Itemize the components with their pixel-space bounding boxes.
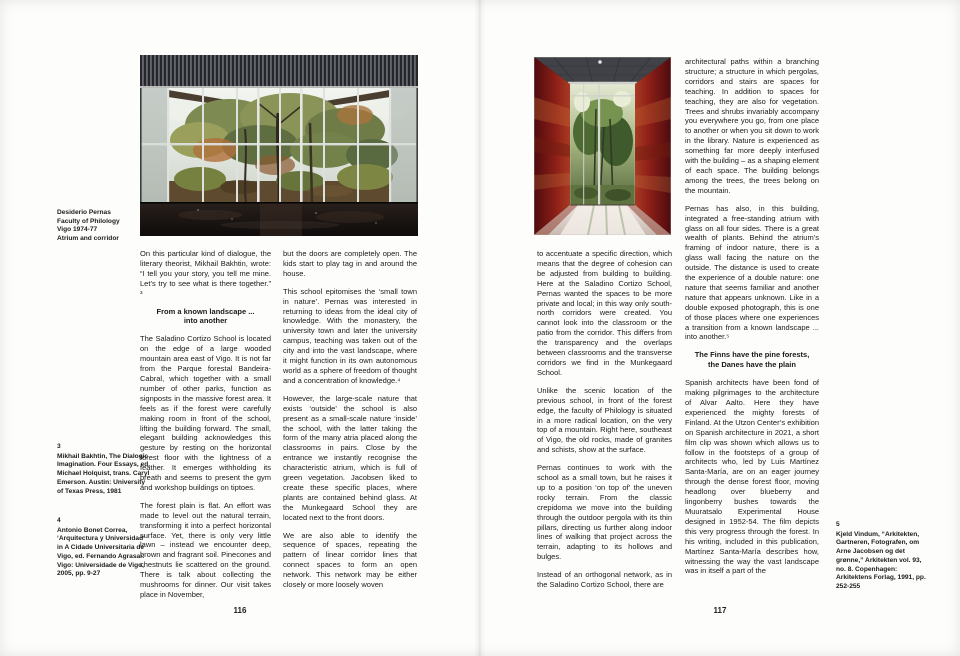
footnote-4 — [57, 517, 151, 579]
page-number-left: 116 — [233, 606, 247, 615]
caption-line: Atrium and corridor — [57, 235, 119, 243]
footnote-text: Mikhail Bakhtin, The Dialogic Imagination. Four Essays, ed. Michael Holquist, trans. Caryl Emerson. Austin: University of Texas Press, 1981 — [57, 452, 151, 495]
right-page-column-2 — [685, 57, 819, 584]
left-page-column-1 — [140, 249, 271, 608]
footnote-text: Kjeld Vindum, “Arkitekten, Gartneren, Fotografen, om Arne Jacobsen og det grønne,” Arkitekten vol. 93, no. 8. Copenhagen: Arkitektens Forlag, 1991, pp. 252-255 — [836, 530, 926, 590]
paragraph: However, the large-scale nature that exists ‘outside’ the school is also present as a small-scale nature ‘inside’ the school, with the latter taking the form of the many atria placed along the classrooms in pairs. Close by the entrance we instantly recognise the characteristic atrium, which is full of green vegetation. Jacobsen liked to create these specific places, where plants are contained behind glass. At the Munkegaard School they are located next to the front doors. — [283, 393, 417, 522]
paragraph: Spanish architects have been fond of making pilgrimages to the architecture of Alvar Aalto. Here they have experienced the mighty forests of Finland. At the Utzon Center’s exhibition on Spanish architecture in 2021, a short film clip was shown which allows us to follow in the footsteps of a group of architects who, led by Luis Martínez Santa-María, are on an eager journey through the dense forest floor, moving headlong over blueberry and lingonberry bushes towards the Muuratsalo Experimental House designed in 1952-54. The film depicts this very progress through the forest. In his writing, included in this publication, Martínez Santa-María describes how, witnessing the way the vast landscape was in itself a part of the — [685, 378, 819, 576]
footnote-text: Antonio Bonet Correa, ‘Arquitectura y Universidad’ in A Cidade Universitaria de Vigo, ed. Fernando Agrasar. Vigo: Universidade de Vigo, 2005, pp. 9-27 — [57, 526, 145, 578]
heading-line: The Finns have the pine forests, — [694, 350, 810, 360]
section-heading — [140, 307, 271, 327]
atrium-photo — [140, 55, 418, 236]
caption-line: Desiderio Pernas — [57, 209, 111, 216]
footnote-number: 5 — [836, 521, 840, 528]
heading-line: the Danes have the plain — [708, 360, 796, 370]
left-page-column-2 — [283, 249, 417, 598]
atrium-photo-graphic — [140, 55, 418, 236]
page-number-right: 117 — [713, 606, 727, 615]
footnote-5 — [836, 521, 926, 592]
figure-caption — [57, 209, 149, 244]
paragraph: Pernas has also, in this building, integrated a free-standing atrium with glass on all four sides. There is a great wealth of plants. Behind the atrium’s framing of indoor nature, there is a glass wall facing the nature on the outside. The distance is used to create the experience of a double nature: one nature that seems familiar and another nature that appears unknown. Like in a double exposed photograph, this is one of those places where one experiences a transition from a known landscape ... into another.⁵ — [685, 203, 819, 342]
caption-line: Faculty of Philology — [57, 217, 120, 225]
footnote-number: 3 — [57, 443, 61, 450]
caption-line: Vigo 1974-77 — [57, 226, 98, 234]
paragraph: but the doors are completely open. The kids start to play tag in and around the house. — [283, 249, 417, 278]
paragraph: This school epitomises the ‘small town in nature’. Pernas was interested in returning to ideas from the ideal city of knowledge. With the monastery, the university town and later the university campus, teaching was taken out of the city and into the vast landscape, where it might function in its own autonomous world as a sphere of freedom of thought and a concentration of knowledge.⁴ — [283, 286, 417, 385]
paragraph: We are also able to identify the sequence of spaces, repeating the pattern of linear corridor lines that connect spaces to form an open network. This network may be either closely or more loosely woven — [283, 530, 417, 590]
paragraph: architectural paths within a branching structure; a structure in which pergolas, corridors and stairs are spaces for teaching. In addition to spaces for teaching, they are also for vegetation. Trees and shrubs invariably accompany you everywhere you go, from one place to another or when you sit down to work in the library. Nature is experienced as something far more deeply interfused with the building – as a shaping element of each space. The building belongs among the trees, the trees belong on the mountain. — [685, 57, 819, 195]
right-page-column-1 — [537, 249, 672, 598]
paragraph: to accentuate a specific direction, which means that the degree of cohesion can be adjusted from building to building. Here at the Saladino Cortizo School, Pernas wanted the spaces to be more private and local; in this way only south-north corridors were created. You cannot look into the classroom or the patio from the corridor. This differs from the transparency and the overlaps between classrooms and the transverse corridors we find in the Munkegaard School. — [537, 249, 672, 377]
paragraph: The Saladino Cortizo School is located on the edge of a large wooded mountain area east of Vigo. It is not far from the Parque forestal Bandeira-Cabral, which together with a small number of other parks, function as signposts in the massive forest area. It feels as if the forest were carefully making room in front of the school, lifting the building forward. The small, elegant building acknowledges this gesture by resting on the horizontal forest floor with the lightness of a feather. It emerges withholding its breath and seems to present the gym and workshop buildings on tiptoes. — [140, 334, 271, 492]
heading-line: From a known landscape ... — [156, 306, 255, 316]
paragraph: Unlike the scenic location of the previous school, in front of the forest edge, the faculty of Philology is situated in a more radical location, on the very top of a mountain. Right here, southeast of Vigo, the old rocks, made of granites and schists, show at the surface. — [537, 385, 672, 455]
paragraph: On this particular kind of dialogue, the literary theorist, Mikhail Bakhtin, wrote: “I tell you your story, you tell me mine. Let’s try to see what is there together.” ³ — [140, 249, 271, 298]
footnote-number: 4 — [57, 517, 61, 524]
paragraph: Instead of an orthogonal network, as in the Saladino Cortizo School, there are — [537, 570, 672, 590]
heading-line: into another — [183, 316, 228, 326]
paragraph: The forest plain is flat. An effort was made to level out the natural terrain, transforming it into a perfect horizontal surface. Yet, there is only very little lawn – instead we encounter deep, brown and fragrant soil. Pinecones and chestnuts lie scattered on the ground. There is talk about collecting the mushrooms for dinner. Our visit takes place in November, — [140, 500, 271, 599]
red-corridor-photo — [534, 57, 671, 235]
footnote-3 — [57, 443, 151, 496]
section-heading — [685, 350, 819, 370]
corridor-photo-graphic — [534, 57, 671, 235]
spread-fold-shadow — [474, 0, 486, 656]
paragraph: Pernas continues to work with the school as a small town, but he raises it up to a position ‘on top of’ the uneven rocky terrain. From the classic crepidoma we move into the building through the outdoor pergola with its thin pillars, directing us further along indoor lines of walking that project across the terrain, adapting to its hollows and bulges. — [537, 463, 672, 562]
